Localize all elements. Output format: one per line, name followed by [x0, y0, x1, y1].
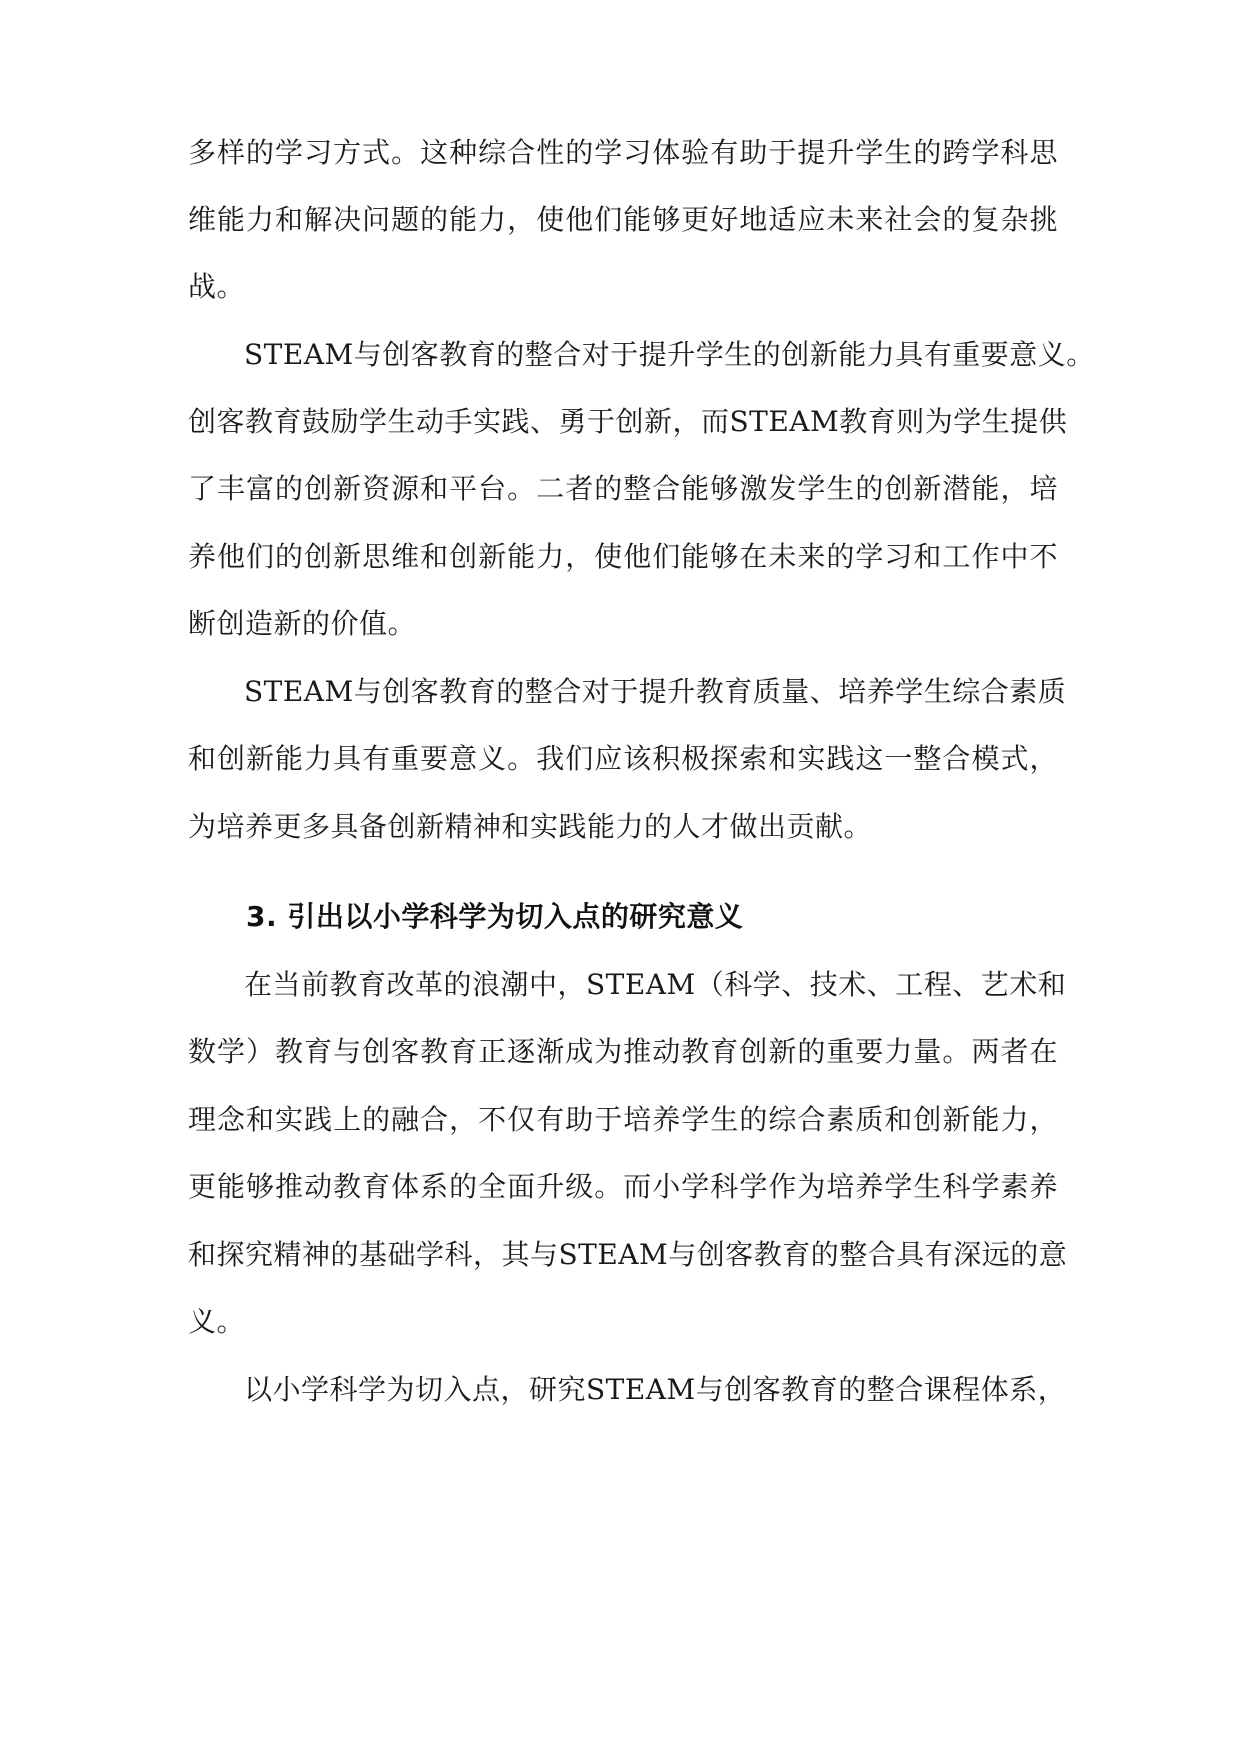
- paragraph-2-line-3: 了丰富的创新资源和平台。二者的整合能够激发学生的创新潜能，培: [188, 472, 1058, 505]
- paragraph-5-line-1: 以小学科学为切入点，研究STEAM与创客教育的整合课程体系，: [244, 1373, 1067, 1406]
- paragraph-4-line-3: 理念和实践上的融合，不仅有助于培养学生的综合素质和创新能力，: [188, 1103, 1058, 1136]
- paragraph-1-line-1: 多样的学习方式。这种综合性的学习体验有助于提升学生的跨学科思: [188, 136, 1058, 169]
- paragraph-1-line-2: 维能力和解决问题的能力，使他们能够更好地适应未来社会的复杂挑: [188, 203, 1058, 236]
- section-heading: 3. 引出以小学科学为切入点的研究意义: [246, 900, 744, 933]
- paragraph-3-line-1: STEAM与创客教育的整合对于提升教育质量、培养学生综合素质: [244, 675, 1067, 708]
- paragraph-2-line-2: 创客教育鼓励学生动手实践、勇于创新，而STEAM教育则为学生提供: [188, 405, 1068, 438]
- paragraph-1-line-3: 战。: [188, 270, 246, 303]
- paragraph-3-line-2: 和创新能力具有重要意义。我们应该积极探索和实践这一整合模式，: [188, 742, 1058, 775]
- paragraph-4-line-5: 和探究精神的基础学科，其与STEAM与创客教育的整合具有深远的意: [188, 1238, 1068, 1271]
- paragraph-4-line-4: 更能够推动教育体系的全面升级。而小学科学作为培养学生科学素养: [188, 1170, 1058, 1203]
- paragraph-2-line-1: STEAM与创客教育的整合对于提升学生的创新能力具有重要意义。: [244, 338, 1095, 371]
- paragraph-3-line-3: 为培养更多具备创新精神和实践能力的人才做出贡献。: [188, 810, 873, 843]
- paragraph-2-line-5: 断创造新的价值。: [188, 607, 417, 640]
- paragraph-4-line-6: 义。: [188, 1305, 246, 1338]
- paragraph-4-line-2: 数学）教育与创客教育正逐渐成为推动教育创新的重要力量。两者在: [188, 1035, 1058, 1068]
- paragraph-4-line-1: 在当前教育改革的浪潮中，STEAM（科学、技术、工程、艺术和: [244, 968, 1067, 1001]
- paragraph-2-line-4: 养他们的创新思维和创新能力，使他们能够在未来的学习和工作中不: [188, 540, 1058, 573]
